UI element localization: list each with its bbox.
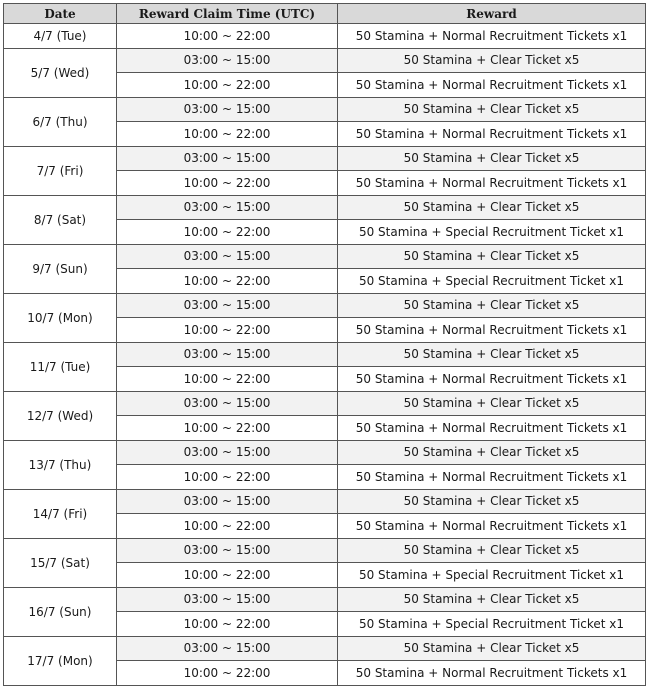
table-body (4, 24, 646, 686)
table-row (4, 195, 646, 220)
header-row (4, 4, 646, 24)
claim-time-cell: 03:00 ~ 15:00 (117, 440, 338, 465)
claim-time-cell: 03:00 ~ 15:00 (117, 538, 338, 563)
reward-cell: 50 Stamina + Clear Ticket x5 (338, 391, 646, 416)
date-cell: 17/7 (Mon) (4, 636, 117, 685)
claim-time-cell: 03:00 ~ 15:00 (117, 97, 338, 122)
date-cell: 7/7 (Fri) (4, 146, 117, 195)
time-column-header: Reward Claim Time (UTC) (117, 4, 338, 24)
reward-cell: 50 Stamina + Normal Recruitment Tickets x1 (338, 661, 646, 686)
reward-cell: 50 Stamina + Clear Ticket x5 (338, 48, 646, 73)
reward-cell: 50 Stamina + Normal Recruitment Tickets x1 (338, 73, 646, 98)
reward-cell: 50 Stamina + Special Recruitment Ticket x1 (338, 563, 646, 588)
reward-cell: 50 Stamina + Clear Ticket x5 (338, 342, 646, 367)
date-cell: 13/7 (Thu) (4, 440, 117, 489)
claim-time-cell: 10:00 ~ 22:00 (117, 367, 338, 392)
claim-time-cell: 03:00 ~ 15:00 (117, 293, 338, 318)
claim-time-cell: 10:00 ~ 22:00 (117, 514, 338, 539)
date-cell: 4/7 (Tue) (4, 24, 117, 49)
claim-time-cell: 10:00 ~ 22:00 (117, 220, 338, 245)
reward-cell: 50 Stamina + Normal Recruitment Tickets x1 (338, 24, 646, 49)
table-row (4, 97, 646, 122)
claim-time-cell: 10:00 ~ 22:00 (117, 269, 338, 294)
reward-cell: 50 Stamina + Clear Ticket x5 (338, 538, 646, 563)
reward-schedule-table (3, 3, 646, 686)
reward-cell: 50 Stamina + Normal Recruitment Tickets x1 (338, 171, 646, 196)
reward-cell: 50 Stamina + Clear Ticket x5 (338, 146, 646, 171)
reward-cell: 50 Stamina + Normal Recruitment Tickets x1 (338, 122, 646, 147)
claim-time-cell: 03:00 ~ 15:00 (117, 342, 338, 367)
reward-cell: 50 Stamina + Normal Recruitment Tickets x1 (338, 367, 646, 392)
table-row (4, 636, 646, 661)
reward-cell: 50 Stamina + Normal Recruitment Tickets x1 (338, 514, 646, 539)
reward-cell: 50 Stamina + Special Recruitment Ticket x1 (338, 220, 646, 245)
claim-time-cell: 03:00 ~ 15:00 (117, 244, 338, 269)
claim-time-cell: 03:00 ~ 15:00 (117, 489, 338, 514)
claim-time-cell: 03:00 ~ 15:00 (117, 146, 338, 171)
claim-time-cell: 10:00 ~ 22:00 (117, 465, 338, 490)
reward-cell: 50 Stamina + Clear Ticket x5 (338, 587, 646, 612)
date-cell: 12/7 (Wed) (4, 391, 117, 440)
date-cell: 11/7 (Tue) (4, 342, 117, 391)
reward-cell: 50 Stamina + Clear Ticket x5 (338, 244, 646, 269)
reward-cell: 50 Stamina + Clear Ticket x5 (338, 489, 646, 514)
reward-cell: 50 Stamina + Clear Ticket x5 (338, 195, 646, 220)
table-row (4, 244, 646, 269)
claim-time-cell: 10:00 ~ 22:00 (117, 122, 338, 147)
reward-cell: 50 Stamina + Normal Recruitment Tickets x1 (338, 416, 646, 441)
claim-time-cell: 10:00 ~ 22:00 (117, 416, 338, 441)
reward-cell: 50 Stamina + Special Recruitment Ticket x1 (338, 612, 646, 637)
claim-time-cell: 10:00 ~ 22:00 (117, 661, 338, 686)
table-row (4, 293, 646, 318)
table-row (4, 538, 646, 563)
claim-time-cell: 10:00 ~ 22:00 (117, 171, 338, 196)
reward-cell: 50 Stamina + Normal Recruitment Tickets x1 (338, 318, 646, 343)
date-column-header: Date (4, 4, 117, 24)
claim-time-cell: 03:00 ~ 15:00 (117, 48, 338, 73)
claim-time-cell: 03:00 ~ 15:00 (117, 391, 338, 416)
claim-time-cell: 10:00 ~ 22:00 (117, 24, 338, 49)
table-row (4, 587, 646, 612)
table-row (4, 440, 646, 465)
claim-time-cell: 03:00 ~ 15:00 (117, 195, 338, 220)
claim-time-cell: 10:00 ~ 22:00 (117, 563, 338, 588)
table-row (4, 48, 646, 73)
claim-time-cell: 03:00 ~ 15:00 (117, 636, 338, 661)
table-row (4, 342, 646, 367)
table-row (4, 146, 646, 171)
reward-cell: 50 Stamina + Clear Ticket x5 (338, 293, 646, 318)
reward-cell: 50 Stamina + Special Recruitment Ticket x1 (338, 269, 646, 294)
table-row (4, 24, 646, 49)
reward-cell: 50 Stamina + Clear Ticket x5 (338, 97, 646, 122)
reward-column-header: Reward (338, 4, 646, 24)
date-cell: 5/7 (Wed) (4, 48, 117, 97)
date-cell: 15/7 (Sat) (4, 538, 117, 587)
date-cell: 16/7 (Sun) (4, 587, 117, 636)
claim-time-cell: 10:00 ~ 22:00 (117, 73, 338, 98)
date-cell: 6/7 (Thu) (4, 97, 117, 146)
date-cell: 8/7 (Sat) (4, 195, 117, 244)
date-cell: 9/7 (Sun) (4, 244, 117, 293)
claim-time-cell: 10:00 ~ 22:00 (117, 612, 338, 637)
date-cell: 10/7 (Mon) (4, 293, 117, 342)
claim-time-cell: 10:00 ~ 22:00 (117, 318, 338, 343)
table-row (4, 489, 646, 514)
reward-cell: 50 Stamina + Normal Recruitment Tickets x1 (338, 465, 646, 490)
table-header (4, 4, 646, 24)
reward-cell: 50 Stamina + Clear Ticket x5 (338, 440, 646, 465)
table-row (4, 391, 646, 416)
reward-cell: 50 Stamina + Clear Ticket x5 (338, 636, 646, 661)
claim-time-cell: 03:00 ~ 15:00 (117, 587, 338, 612)
date-cell: 14/7 (Fri) (4, 489, 117, 538)
